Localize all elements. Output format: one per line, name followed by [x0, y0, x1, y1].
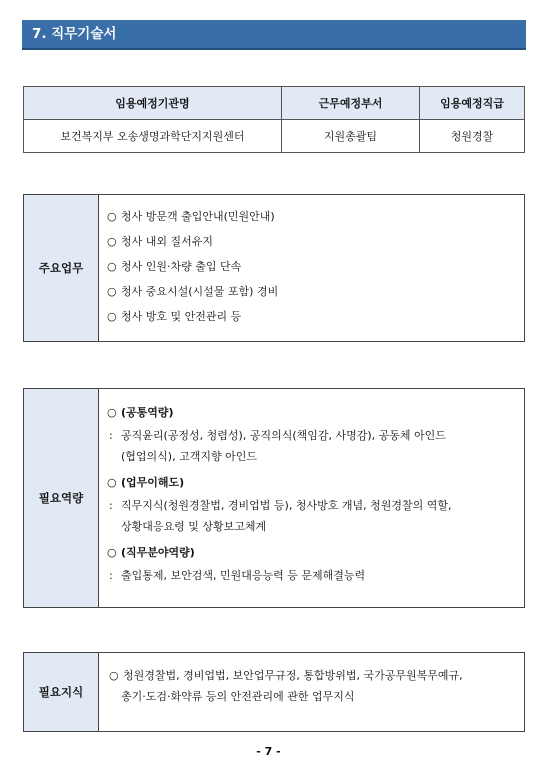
bullet-circle-icon: ○ — [107, 210, 117, 223]
page-number: - 7 - — [256, 745, 281, 758]
bullet-circle-icon: ○ — [107, 310, 117, 323]
competency-box — [23, 388, 525, 608]
list-item: ○ 청사 내외 질서유지 — [107, 229, 516, 254]
competency-heading: ○ (업무이해도) — [107, 471, 516, 495]
knowledge-line: 총기·도검·화약류 등의 안전관리에 관한 업무지식 — [121, 690, 355, 703]
cell-department: 지원총괄팀 — [282, 120, 420, 153]
duties-content — [99, 195, 524, 341]
cell-agency: 보건복지부 오송생명과학단지지원센터 — [24, 120, 282, 153]
header-rank: 임용예정직급 — [420, 87, 525, 120]
list-item: ○ 청사 방문객 출입안내(민원안내) — [107, 204, 516, 229]
competency-line: : 직무지식(청원경찰법, 경비업법 등), 청사방호 개념, 청원경찰의 역할, — [109, 499, 452, 512]
competency-line: : 출입통제, 보안검색, 민원대응능력 등 문제해결능력 — [109, 569, 366, 582]
bullet-circle-icon: ○ — [107, 546, 117, 559]
duties-box — [23, 194, 525, 342]
appointment-info-table — [23, 86, 525, 153]
bullet-circle-icon: ○ — [107, 260, 117, 273]
list-item: ○ 청사 방호 및 안전관리 등 — [107, 304, 516, 329]
competency-line: 상황대응요령 및 상황보고체계 — [121, 520, 267, 533]
bullet-circle-icon: ○ — [107, 476, 117, 489]
competency-line: : 공직윤리(공정성, 청렴성), 공직의식(책임감, 사명감), 공동체 아인드 — [109, 429, 446, 442]
competency-label: 필요역량 — [24, 389, 99, 607]
list-item: ○ 청사 중요시설(시설물 포함) 경비 — [107, 279, 516, 304]
competency-heading: ○ (공통역량) — [107, 401, 516, 425]
bullet-circle-icon: ○ — [107, 235, 117, 248]
bullet-circle-icon: ○ — [109, 669, 119, 682]
section-title-bar — [22, 20, 526, 50]
header-department: 근무예정부서 — [282, 87, 420, 120]
knowledge-box — [23, 652, 525, 732]
duties-label: 주요업무 — [24, 195, 99, 341]
competency-content — [99, 389, 524, 607]
competency-heading: ○ (직무분야역량) — [107, 541, 516, 565]
knowledge-content — [99, 653, 524, 731]
competency-line: (협업의식), 고객지향 아인드 — [121, 450, 257, 463]
bullet-circle-icon: ○ — [107, 406, 117, 419]
bullet-circle-icon: ○ — [107, 285, 117, 298]
section-title: 7. 직무기술서 — [32, 26, 117, 42]
knowledge-line: ○ 청원경찰법, 경비업법, 보안업무규정, 통합방위법, 국가공무원복무예규, — [107, 665, 516, 686]
header-agency: 임용예정기관명 — [24, 87, 282, 120]
table-row — [24, 120, 525, 153]
table-header-row — [24, 87, 525, 120]
list-item: ○ 청사 인원·차량 출입 단속 — [107, 254, 516, 279]
knowledge-label: 필요지식 — [24, 653, 99, 731]
cell-rank: 청원경찰 — [420, 120, 525, 153]
